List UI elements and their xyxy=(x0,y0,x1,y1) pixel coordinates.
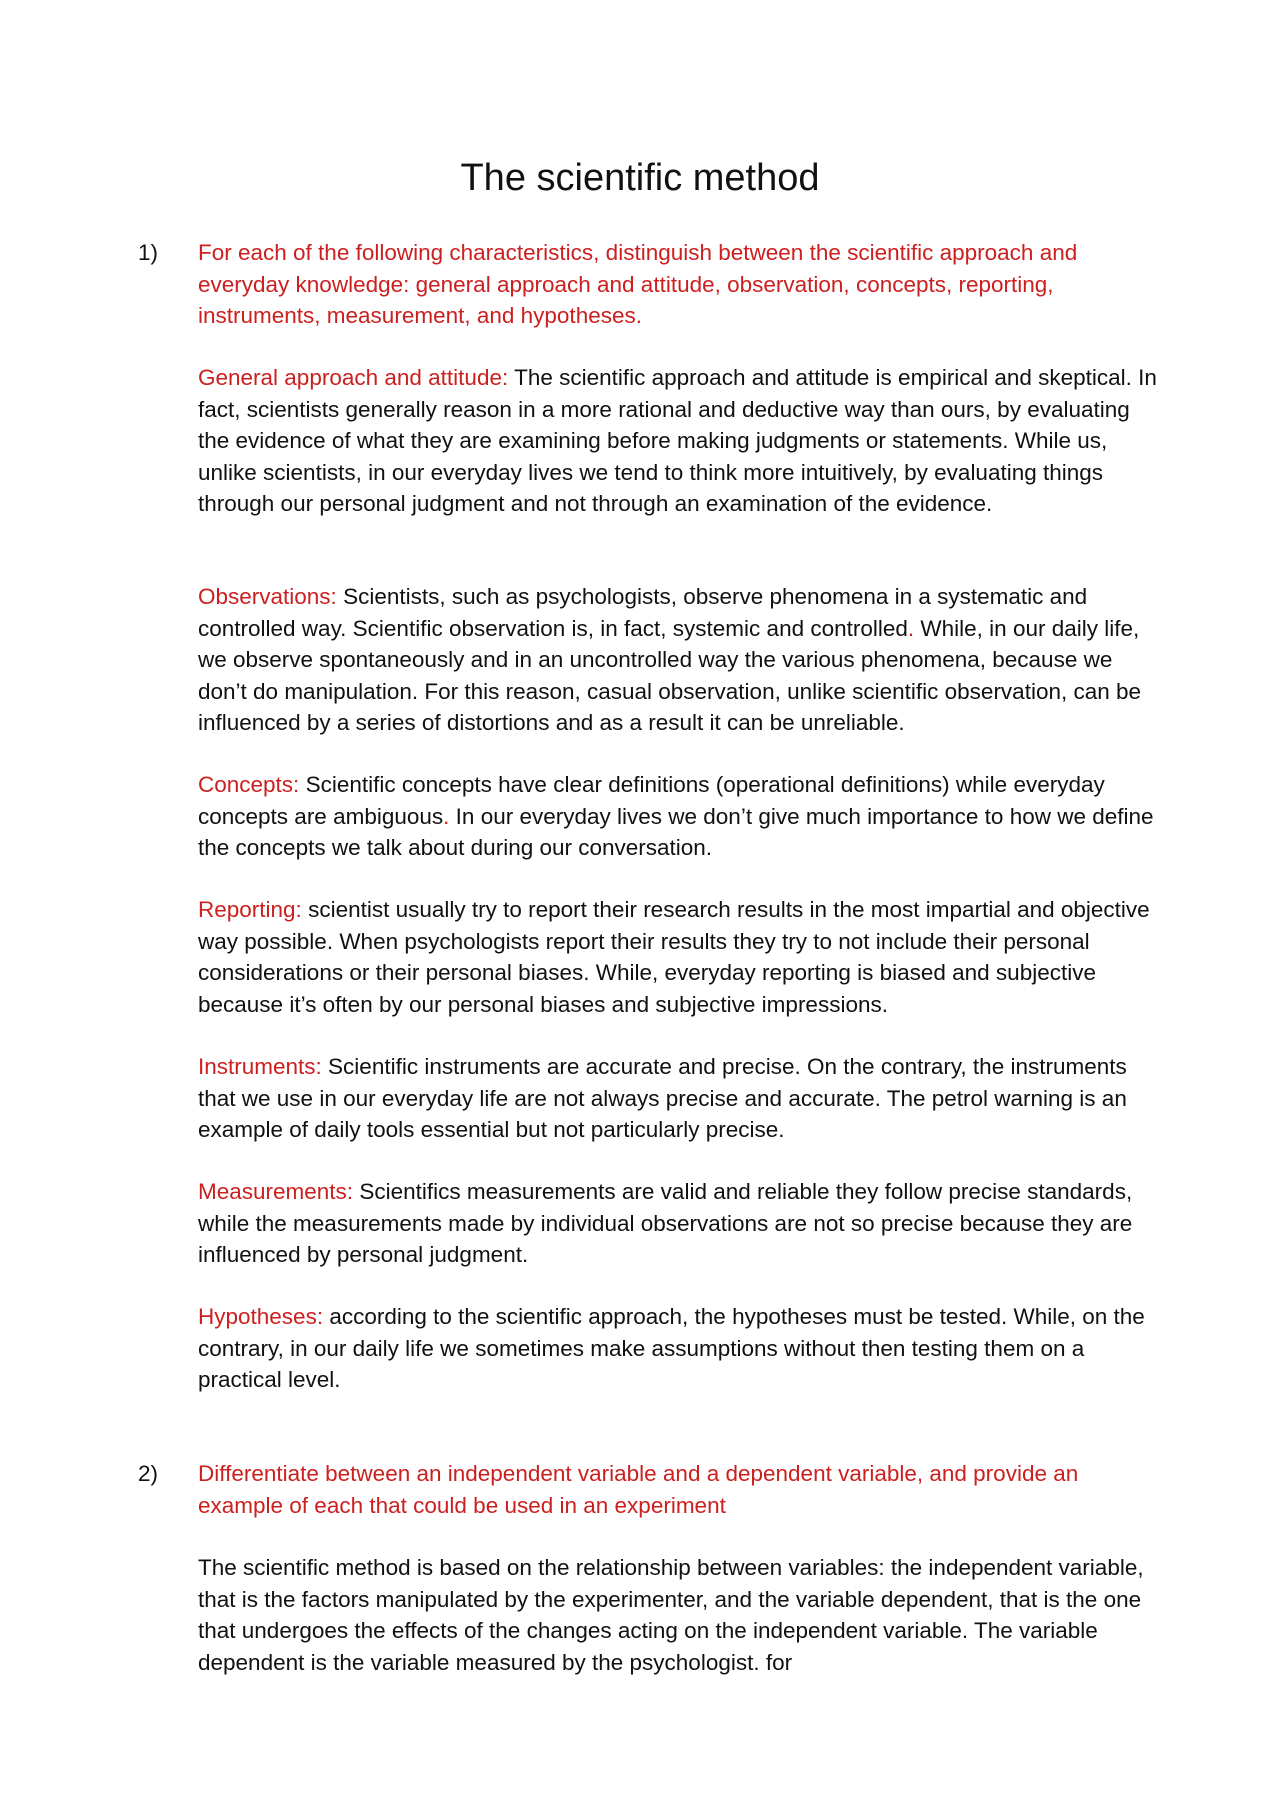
answer-text: The scientific approach and attitude is empirical and skeptical. In fact, scientists generally reason in a more rational and deductive way than ours, by evaluating the evidence of what they are examining before making judgments or statements. While us, unlike scientists, in our everyday lives we tend to think more intuitively, by evaluating things through our personal judgment and not through an examination of the evidence. xyxy=(198,365,1157,516)
answer-text: While, in our daily life, we observe spontaneously and in an uncontrolled way the various phenomena, because we don’t do manipulation. For this reason, casual observation, unlike scientific observation, can be influenced by a series of distortions and as a result it can be unreliable. xyxy=(198,615,1142,735)
question-1 xyxy=(138,237,1160,332)
answer-concepts xyxy=(198,769,1160,864)
answer-text: Scientific instruments are accurate and precise. On the contrary, the instruments that we use in our everyday life are not always precise and accurate. The petrol warning is an example of daily tools essential but not particularly precise. xyxy=(198,1054,1127,1142)
answer-text: Scientifics measurements are valid and reliable they follow precise standards, while the measurements made by individual observations are not so precise because they are influenced by personal judgment. xyxy=(198,1179,1133,1267)
answer-text: Scientific concepts have clear definitions (operational definitions) while everyday concepts are ambiguous xyxy=(198,772,1105,829)
answer-label: Reporting: xyxy=(198,897,302,922)
answer-text: scientist usually try to report their research results in the most impartial and objective way possible. When psychologists report their results they try to not include their personal considerations or their personal biases. While, everyday reporting is biased and subjective because it’s often by our personal biases and subjective impressions. xyxy=(198,897,1150,1017)
answer-label: Observations: xyxy=(198,584,337,609)
question-number: 1) xyxy=(138,240,159,265)
answer-variables xyxy=(198,1552,1160,1678)
answer-general-approach xyxy=(198,362,1160,520)
answer-text: Scientists, such as psychologists, observe phenomena in a systematic and controlled way. Scientific observation is, in fact, systemic and controlled xyxy=(198,584,1088,641)
question-text: For each of the following characteristics, distinguish between the scientific approach and everyday knowledge: general approach and attitude, observation, concepts, reporting, instruments, measurement, and hypotheses. xyxy=(198,240,1078,328)
answer-red-dot: . xyxy=(443,803,450,829)
answer-measurements xyxy=(198,1176,1160,1271)
answer-label: Measurements: xyxy=(198,1179,354,1204)
answer-hypotheses xyxy=(198,1301,1160,1396)
answer-label: General approach and attitude: xyxy=(198,365,509,390)
answer-text: The scientific method is based on the relationship between variables: the independent variable, that is the factors manipulated by the experimenter, and the variable dependent, that is the one that undergoes the effects of the changes acting on the independent variable. The variable dependent is the variable measured by the psychologist. for xyxy=(198,1555,1144,1675)
answer-label: Hypotheses: xyxy=(198,1304,324,1329)
answer-observations xyxy=(198,581,1160,739)
answer-text: In our everyday lives we don’t give much importance to how we define the concepts we talk about during our conversation. xyxy=(198,803,1154,860)
question-text: Differentiate between an independent variable and a dependent variable, and provide an example of each that could be used in an experiment xyxy=(198,1461,1079,1518)
question-number: 2) xyxy=(138,1461,159,1486)
answer-reporting xyxy=(198,894,1160,1020)
answer-label: Concepts: xyxy=(198,772,300,797)
answer-red-dot: . xyxy=(907,615,915,641)
answer-label: Instruments: xyxy=(198,1054,322,1079)
question-2 xyxy=(138,1458,1160,1521)
page-title: The scientific method xyxy=(460,157,820,199)
answer-text: according to the scientific approach, the hypotheses must be tested. While, on the contrary, in our daily life we sometimes make assumptions without then testing them on a practical level. xyxy=(198,1304,1145,1392)
answer-instruments xyxy=(198,1051,1160,1146)
